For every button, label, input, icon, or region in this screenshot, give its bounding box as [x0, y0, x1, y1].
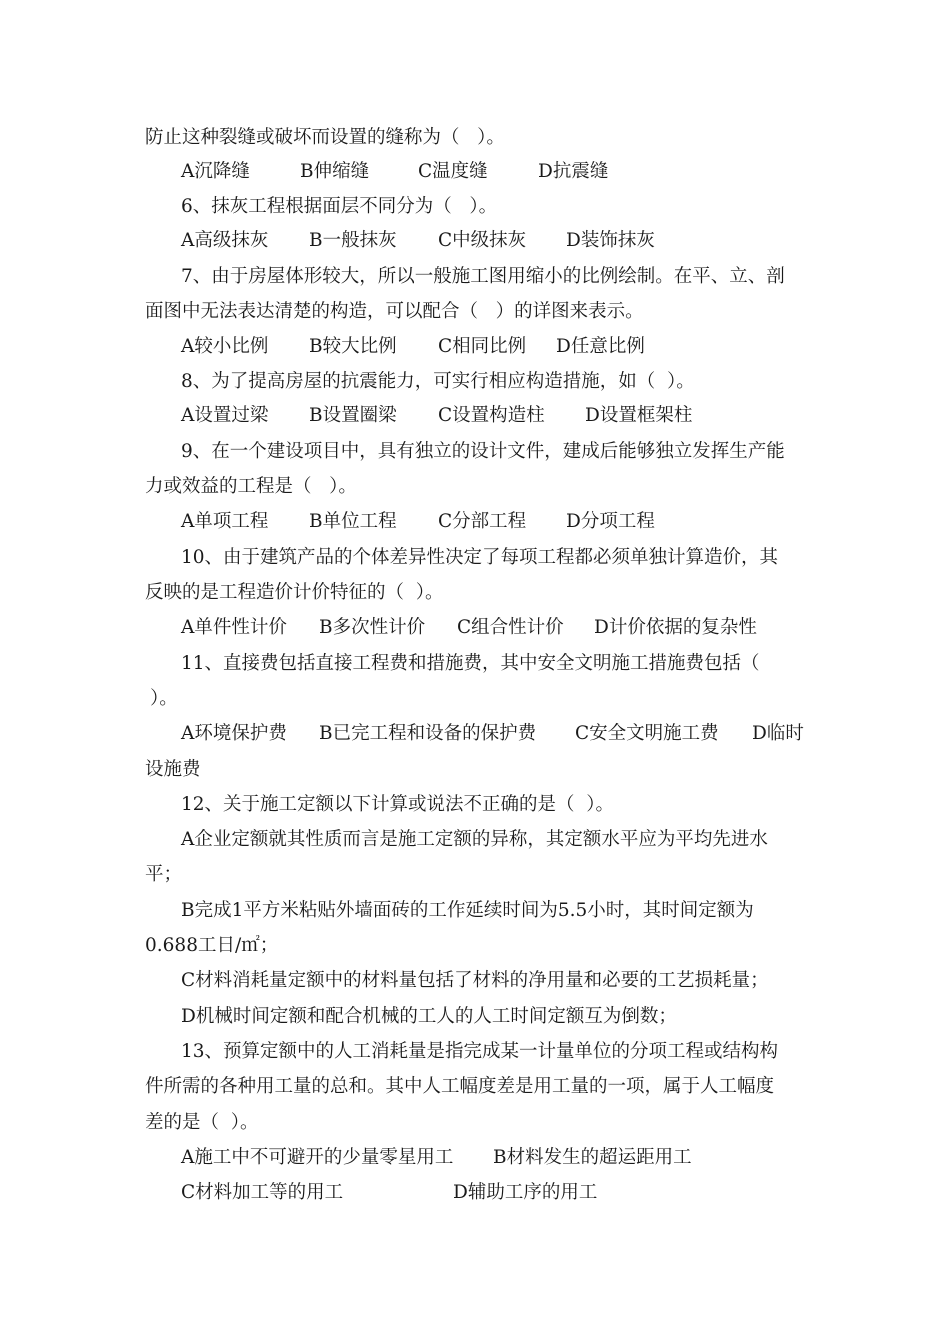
- q9-option-b: B单位工程: [309, 511, 397, 532]
- q11-option-d-tail: 设施费: [145, 759, 201, 780]
- q6-option-c: C中级抹灰: [438, 230, 527, 251]
- q12-option-d: D机械时间定额和配合机械的工人的人工时间定额互为倒数；: [181, 1006, 677, 1027]
- q7-stem-line-1: 7、由于房屋体形较大，所以一般施工图用缩小的比例绘制。在平、立、剖: [181, 266, 785, 287]
- q12-option-b-line-2: 0.688工日/㎡；: [145, 935, 279, 956]
- q8-stem: 8、为了提高房屋的抗震能力，可实行相应构造措施，如（ ）。: [181, 371, 695, 392]
- q5-option-c: C温度缝: [418, 161, 488, 182]
- q12-option-a-line-2: 平；: [145, 864, 183, 885]
- q13-stem-line-3: 差的是（ ）。: [145, 1112, 259, 1133]
- q13-option-a: A施工中不可避开的少量零星用工: [181, 1147, 454, 1168]
- q6-option-b: B一般抹灰: [309, 230, 397, 251]
- q9-stem-line-1: 9、在一个建设项目中，具有独立的设计文件，建成后能够独立发挥生产能: [181, 441, 785, 462]
- q9-stem-line-2: 力或效益的工程是（ ）。: [145, 476, 357, 497]
- q9-option-a: A单项工程: [181, 511, 269, 532]
- q6-option-a: A高级抹灰: [181, 230, 269, 251]
- q11-option-c: C安全文明施工费: [575, 723, 719, 744]
- q12-option-c: C材料消耗量定额中的材料量包括了材料的净用量和必要的工艺损耗量；: [181, 970, 769, 991]
- q10-option-c: C组合性计价: [457, 617, 564, 638]
- q13-option-b: B材料发生的超运距用工: [493, 1147, 692, 1168]
- q13-stem-line-2: 件所需的各种用工量的总和。其中人工幅度差是用工量的一项，属于人工幅度: [145, 1076, 775, 1097]
- q5-option-d: D抗震缝: [538, 161, 609, 182]
- q10-option-b: B多次性计价: [319, 617, 426, 638]
- q7-option-c: C相同比例: [438, 336, 527, 357]
- q11-option-d: D临时: [752, 723, 804, 744]
- q10-option-a: A单件性计价: [181, 617, 287, 638]
- q8-option-d: D设置框架柱: [585, 405, 693, 426]
- q6-option-d: D装饰抹灰: [566, 230, 655, 251]
- q12-option-a-line-1: A企业定额就其性质而言是施工定额的异称，其定额水平应为平均先进水: [181, 829, 768, 850]
- q5-option-a: A沉降缝: [181, 161, 250, 182]
- q6-stem: 6、抹灰工程根据面层不同分为（ ）。: [181, 196, 498, 217]
- q7-option-b: B较大比例: [309, 336, 397, 357]
- q7-option-d: D任意比例: [556, 336, 645, 357]
- q7-option-a: A较小比例: [181, 336, 269, 357]
- q8-option-a: A设置过梁: [181, 405, 269, 426]
- q10-stem-line-1: 10、由于建筑产品的个体差异性决定了每项工程都必须单独计算造价，其: [181, 547, 779, 568]
- q5-option-b: B伸缩缝: [300, 161, 370, 182]
- q13-option-c: C材料加工等的用工: [181, 1182, 344, 1203]
- q13-stem-line-1: 13、预算定额中的人工消耗量是指完成某一计量单位的分项工程或结构构: [181, 1041, 779, 1062]
- q11-option-b: B已完工程和设备的保护费: [319, 723, 537, 744]
- q9-option-c: C分部工程: [438, 511, 527, 532]
- q8-option-b: B设置圈梁: [309, 405, 397, 426]
- q7-stem-line-2: 面图中无法表达清楚的构造，可以配合（ ）的详图来表示。: [145, 301, 644, 322]
- q8-option-c: C设置构造柱: [438, 405, 545, 426]
- q11-option-a: A环境保护费: [181, 723, 287, 744]
- q12-option-b-line-1: B完成1平方米粘贴外墙面砖的工作延续时间为5.5小时，其时间定额为: [181, 900, 754, 921]
- q10-stem-line-2: 反映的是工程造价计价特征的（ ）。: [145, 582, 444, 603]
- q9-option-d: D分项工程: [566, 511, 655, 532]
- q11-stem-line-1: 11、直接费包括直接工程费和措施费，其中安全文明施工措施费包括（: [181, 653, 760, 674]
- q12-stem: 12、关于施工定额以下计算或说法不正确的是（ ）。: [181, 794, 615, 815]
- q5-stem-tail: 防止这种裂缝或破坏而设置的缝称为（ ）。: [145, 127, 505, 148]
- q11-stem-line-2: ）。: [150, 688, 178, 709]
- q13-option-d: D辅助工序的用工: [453, 1182, 598, 1203]
- q10-option-d: D计价依据的复杂性: [594, 617, 757, 638]
